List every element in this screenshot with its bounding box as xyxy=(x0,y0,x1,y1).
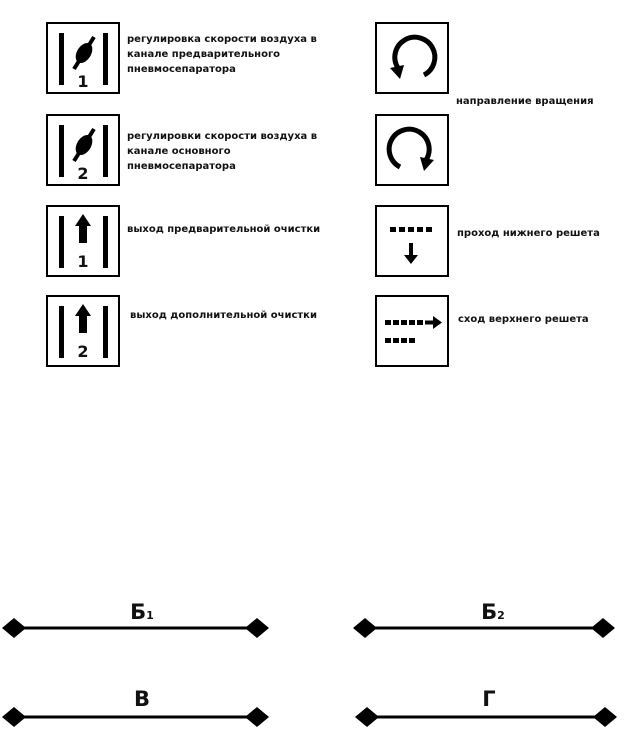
line-letter: Б xyxy=(130,600,147,624)
line-letter: В xyxy=(133,687,150,711)
symbol-number: 2 xyxy=(77,164,89,183)
outlet-1-label xyxy=(127,222,320,237)
damper-icon xyxy=(48,24,118,92)
damper-2-label xyxy=(127,129,317,174)
label-line: пневмосепаратора xyxy=(127,64,236,75)
label-line: канале предварительного xyxy=(127,49,281,60)
up-arrow-icon xyxy=(48,297,118,365)
upper-sieve-label xyxy=(458,312,589,327)
diamond-marker xyxy=(245,618,269,638)
diamond-marker xyxy=(593,707,617,727)
lower-sieve-symbol xyxy=(375,205,449,277)
damper-icon xyxy=(48,116,118,184)
line-b2-label xyxy=(463,600,523,624)
outlet-2-symbol xyxy=(46,295,120,367)
label-line: выход дополнительной очистки xyxy=(130,310,317,321)
diamond-marker xyxy=(353,618,377,638)
damper-1-label xyxy=(127,32,317,77)
damper-1-symbol xyxy=(46,22,120,94)
line-v-label xyxy=(112,687,172,711)
label-line: выход предварительной очистки xyxy=(127,224,321,235)
rotation-label xyxy=(456,94,594,109)
label-line: канале основного xyxy=(127,146,231,157)
label-line: регулировки скорости воздуха в xyxy=(127,131,318,142)
line-subscript: 1 xyxy=(146,609,154,622)
label-line: регулировка скорости воздуха в xyxy=(127,34,317,45)
upper-sieve-symbol xyxy=(375,295,449,367)
symbol-number: 1 xyxy=(77,252,89,271)
rotation-arrow-icon xyxy=(377,24,447,92)
damper-2-symbol xyxy=(46,114,120,186)
lower-sieve-label xyxy=(457,226,600,241)
rotation-cw-symbol xyxy=(375,114,449,186)
rotation-ccw-symbol xyxy=(375,22,449,94)
symbol-number: 1 xyxy=(77,72,89,91)
line-g-label xyxy=(459,687,519,711)
outlet-1-symbol xyxy=(46,205,120,277)
symbol-number: 2 xyxy=(77,342,89,361)
line-letter: Г xyxy=(482,687,496,711)
diamond-marker xyxy=(355,707,379,727)
diamond-marker xyxy=(591,618,615,638)
label-line: направление вращения xyxy=(456,96,594,107)
outlet-2-label xyxy=(130,308,317,323)
label-line: пневмосепаратора xyxy=(127,161,236,172)
diamond-marker xyxy=(2,707,26,727)
up-arrow-icon xyxy=(48,207,118,275)
rotation-arrow-icon xyxy=(377,116,447,184)
sieve-overflow-icon xyxy=(377,297,447,365)
label-line: проход нижнего решета xyxy=(457,228,600,239)
sieve-passage-icon xyxy=(377,207,447,275)
line-letter: Б xyxy=(481,600,498,624)
label-line: сход верхнего решета xyxy=(458,314,589,325)
diamond-marker xyxy=(245,707,269,727)
diamond-marker xyxy=(2,618,26,638)
line-subscript: 2 xyxy=(497,609,505,622)
line-b1-label xyxy=(112,600,172,624)
